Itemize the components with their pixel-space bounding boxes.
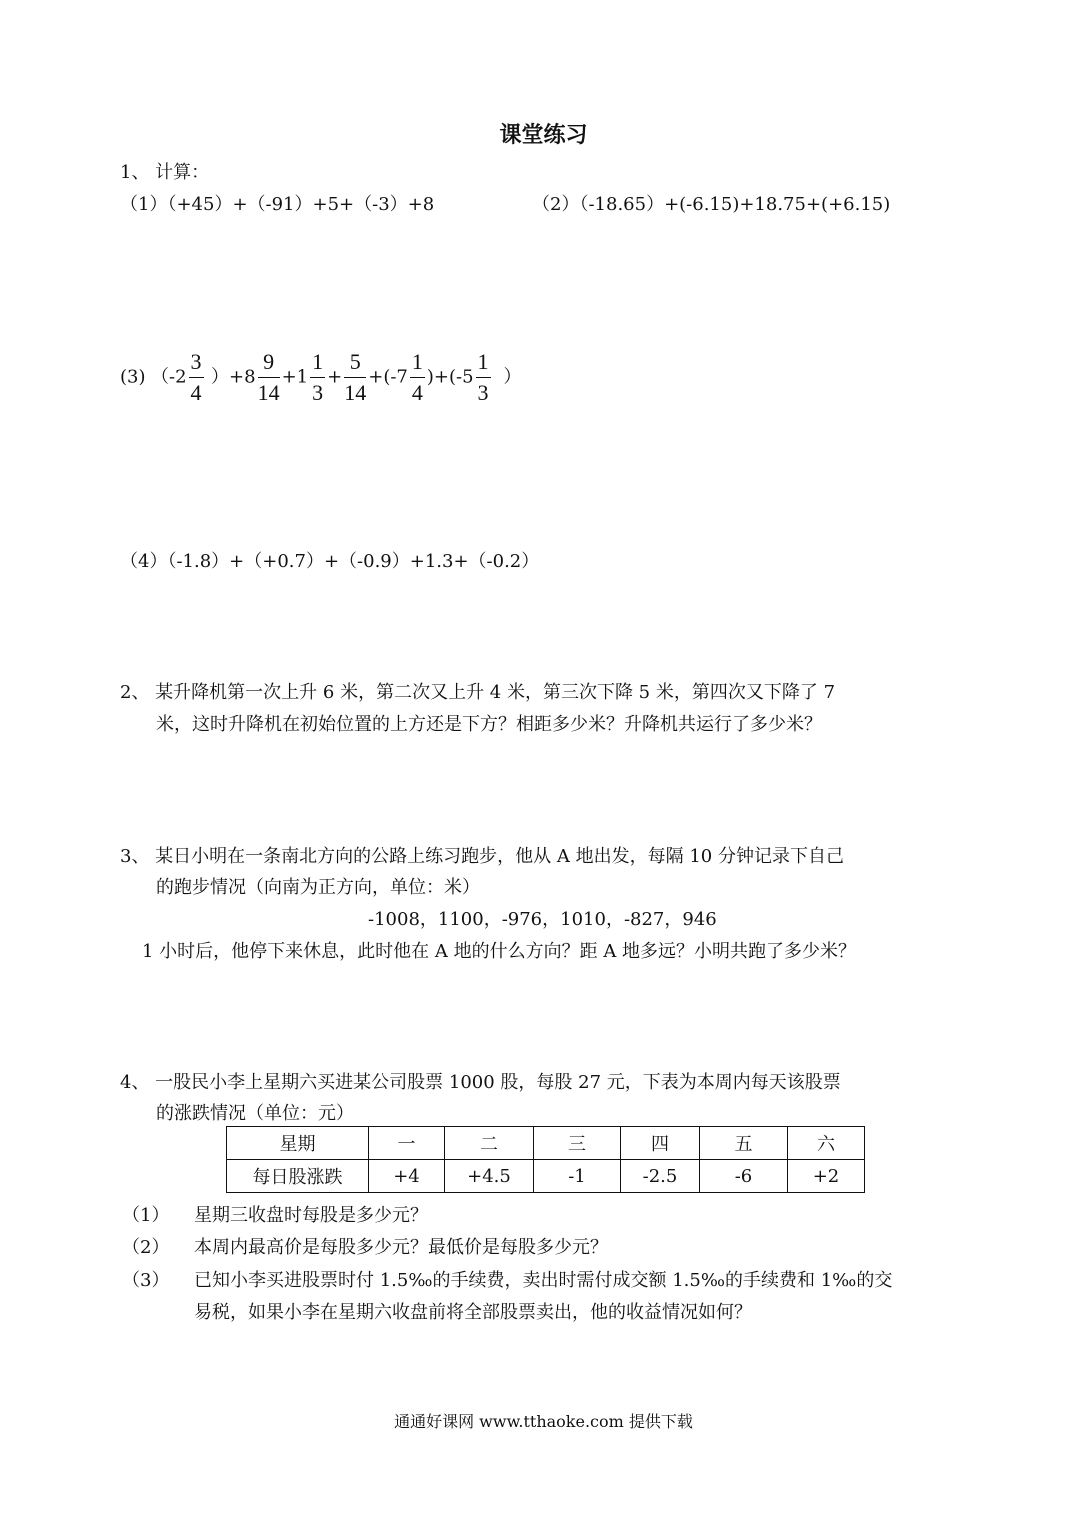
q4-sub-1: 星期三收盘时每股是多少元？ — [194, 1205, 428, 1226]
fraction — [410, 347, 425, 408]
q1-part-3-term: +1 — [281, 366, 309, 388]
q1-part-2: （2）（-18.65）+(-6.15)+18.75+(+6.15) — [532, 194, 891, 215]
numerator: 5 — [344, 347, 366, 378]
question-4-line-2: 的涨跌情况（单位：元） — [156, 1103, 354, 1124]
q4-sub-2: 本周内最高价是每股多少元？最低价是每股多少元？ — [194, 1237, 608, 1258]
numerator: 1 — [476, 347, 491, 378]
fraction — [258, 347, 280, 408]
numerator: 9 — [258, 347, 280, 378]
table-cell: +4.5 — [445, 1160, 534, 1193]
table-cell: -2.5 — [621, 1160, 700, 1193]
denominator: 4 — [190, 380, 202, 405]
q4-sub-1-number: （1） — [122, 1205, 170, 1226]
question-3-data: -1008，1100，-976，1010，-827，946 — [368, 909, 717, 930]
fraction — [476, 347, 491, 408]
question-2-line-1: 2、 某升降机第一次上升 6 米，第二次又上升 4 米，第三次下降 5 米，第四次又下降了 7 — [120, 682, 836, 703]
numerator: 1 — [310, 347, 325, 378]
q1-part-3-term: （-2 — [151, 366, 187, 388]
table-cell: +2 — [788, 1160, 865, 1193]
q1-part-3-prefix: (3) — [120, 366, 146, 388]
fraction — [344, 347, 366, 408]
table-row — [227, 1127, 865, 1160]
denominator: 14 — [257, 380, 280, 405]
footer-source: 通通好课网 www.tthaoke.com 提供下载 — [394, 1412, 693, 1431]
fraction — [310, 347, 325, 408]
table-header-cell: 二 — [445, 1127, 534, 1160]
numerator: 1 — [410, 347, 425, 378]
q1-part-3-term: ） — [503, 366, 522, 388]
q1-part-3-term: ）+8 — [211, 366, 256, 388]
denominator: 3 — [477, 380, 489, 405]
table-cell: +4 — [369, 1160, 445, 1193]
numerator: 3 — [189, 347, 204, 378]
denominator: 3 — [312, 380, 324, 405]
denominator: 14 — [344, 380, 367, 405]
table-header-cell: 三 — [534, 1127, 621, 1160]
denominator: 4 — [411, 380, 423, 405]
q4-sub-3-line-2: 易税，如果小李在星期六收盘前将全部股票卖出，他的收益情况如何？ — [194, 1302, 752, 1323]
question-1-label: 1、 计算： — [120, 162, 210, 183]
table-header-cell: 五 — [700, 1127, 788, 1160]
table-row — [227, 1160, 865, 1193]
table-header-cell: 六 — [788, 1127, 865, 1160]
q1-part-3-term: )+(-5 — [426, 366, 474, 388]
table-header-cell: 星期 — [227, 1127, 369, 1160]
question-4-line-1: 4、 一股民小李上星期六买进某公司股票 1000 股，每股 27 元，下表为本周内每天该股票 — [120, 1072, 841, 1093]
table-cell: 每日股涨跌 — [227, 1160, 369, 1193]
q1-part-3-term: + — [327, 366, 343, 388]
question-3-line-1: 3、 某日小明在一条南北方向的公路上练习跑步，他从 A 地出发，每隔 10 分钟记录下自己 — [120, 846, 844, 867]
q4-sub-3-line-1: 已知小李买进股票时付 1.5‰的手续费，卖出时需付成交额 1.5‰的手续费和 1‰的交 — [194, 1270, 893, 1291]
q1-part-3-term: +(-7 — [368, 366, 408, 388]
q4-sub-3-number: （3） — [122, 1270, 170, 1291]
q1-part-3 — [120, 347, 522, 408]
question-2-line-2: 米，这时升降机在初始位置的上方还是下方？相距多少米？升降机共运行了多少米？ — [156, 714, 822, 735]
q1-part-4: （4）（-1.8）+（+0.7）+（-0.9）+1.3+（-0.2） — [120, 551, 540, 572]
question-3-line-2: 的跑步情况（向南为正方向，单位：米） — [156, 877, 480, 898]
table-cell: -1 — [534, 1160, 621, 1193]
question-3-line-3: 1 小时后，他停下来休息，此时他在 A 地的什么方向？距 A 地多远？小明共跑了多少米？ — [142, 941, 857, 962]
table-header-cell: 一 — [369, 1127, 445, 1160]
page-title: 课堂练习 — [499, 123, 588, 148]
table-header-cell: 四 — [621, 1127, 700, 1160]
fraction — [189, 347, 204, 408]
q4-sub-2-number: （2） — [122, 1237, 170, 1258]
stock-change-table — [226, 1126, 865, 1193]
table-cell: -6 — [700, 1160, 788, 1193]
q1-part-1: （1）（+45）+（-91）+5+（-3）+8 — [120, 194, 435, 215]
